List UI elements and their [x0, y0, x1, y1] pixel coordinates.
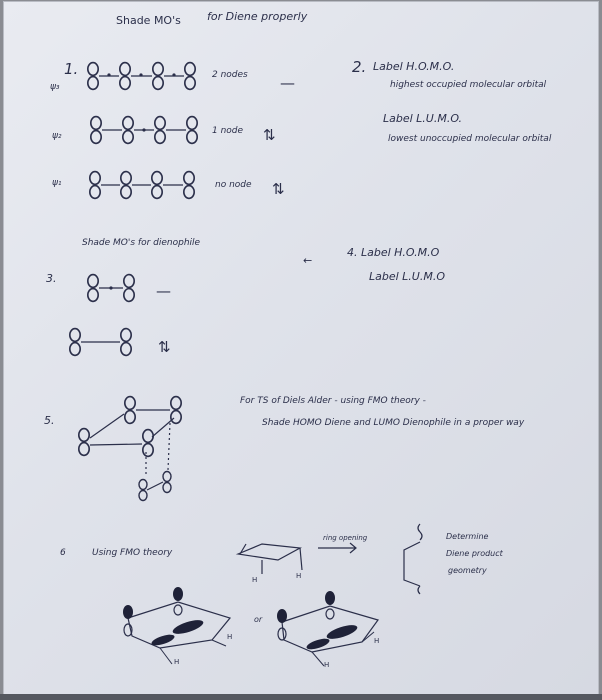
- determine-line3: geometry: [448, 566, 487, 575]
- cyclobutene-sketch: [238, 544, 302, 574]
- atom-label-h: H: [252, 576, 258, 584]
- atom-label-h: H: [374, 637, 380, 645]
- page-title: Shade MO's: [116, 14, 181, 27]
- question-4-line2: Label L.U.M.O: [369, 270, 445, 283]
- psi2-orbitals: [91, 117, 197, 144]
- atom-label-h: H: [174, 658, 180, 666]
- psi2-nodes: 1 node: [212, 126, 244, 136]
- dienophile-lumo-electrons: —: [156, 282, 171, 300]
- psi1-electrons: ⇅: [272, 180, 285, 198]
- question-5-line1: For TS of Diels Alder - using FMO theory -: [240, 396, 426, 406]
- question-5-number: 5.: [44, 414, 55, 427]
- question-6-number: 6: [60, 548, 66, 558]
- psi1-label: ψ₁: [52, 178, 62, 188]
- page-subtitle: for Diene properly: [207, 10, 308, 23]
- question-4-line1: 4. Label H.O.M.O: [347, 246, 440, 259]
- left-arrow: ←: [303, 254, 313, 267]
- question-2-number: 2.: [352, 58, 367, 76]
- ring-opening-label: ring opening: [323, 534, 368, 542]
- atom-label-h: H: [296, 572, 302, 580]
- question-3-number: 3.: [46, 272, 57, 285]
- homo-label-text: Label H.O.M.O.: [373, 60, 455, 73]
- psi3-nodes: 2 nodes: [212, 70, 248, 80]
- reaction-arrow: [318, 543, 356, 553]
- dienophile-heading: Shade MO's for dienophile: [82, 238, 201, 248]
- psi3-label: ψ₃: [50, 82, 60, 92]
- atom-label-h: H: [227, 633, 233, 641]
- homo-definition: highest occupied molecular orbital: [390, 80, 547, 90]
- question-6-text: Using FMO theory: [92, 548, 173, 558]
- psi2-label: ψ₂: [52, 131, 62, 141]
- diene-product-sketch: [404, 524, 422, 594]
- atom-label-h: H: [324, 661, 330, 669]
- lumo-label-text: Label L.U.M.O.: [383, 112, 463, 125]
- dienophile-lumo-orbitals: [88, 275, 134, 302]
- psi3-orbitals: [88, 63, 195, 90]
- dienophile-homo-electrons: ⇅: [158, 338, 171, 356]
- dienophile-homo-orbitals: [70, 329, 131, 356]
- transition-state-drawing: [79, 397, 181, 501]
- determine-line2: Diene product: [446, 549, 503, 558]
- question-1-number: 1.: [64, 60, 79, 78]
- or-label: or: [254, 615, 263, 624]
- chair-drawing-left: [123, 587, 233, 664]
- psi3-electrons: —: [280, 74, 295, 92]
- chair-drawing-right: [277, 591, 378, 666]
- psi2-electrons: ⇅: [263, 126, 276, 144]
- question-5-line2: Shade HOMO Diene and LUMO Dienophile in a proper way: [262, 418, 525, 428]
- psi1-nodes: no node: [215, 180, 252, 190]
- psi1-orbitals: [90, 172, 194, 199]
- lumo-definition: lowest unoccupied molecular orbital: [388, 134, 552, 144]
- determine-line1: Determine: [446, 532, 489, 541]
